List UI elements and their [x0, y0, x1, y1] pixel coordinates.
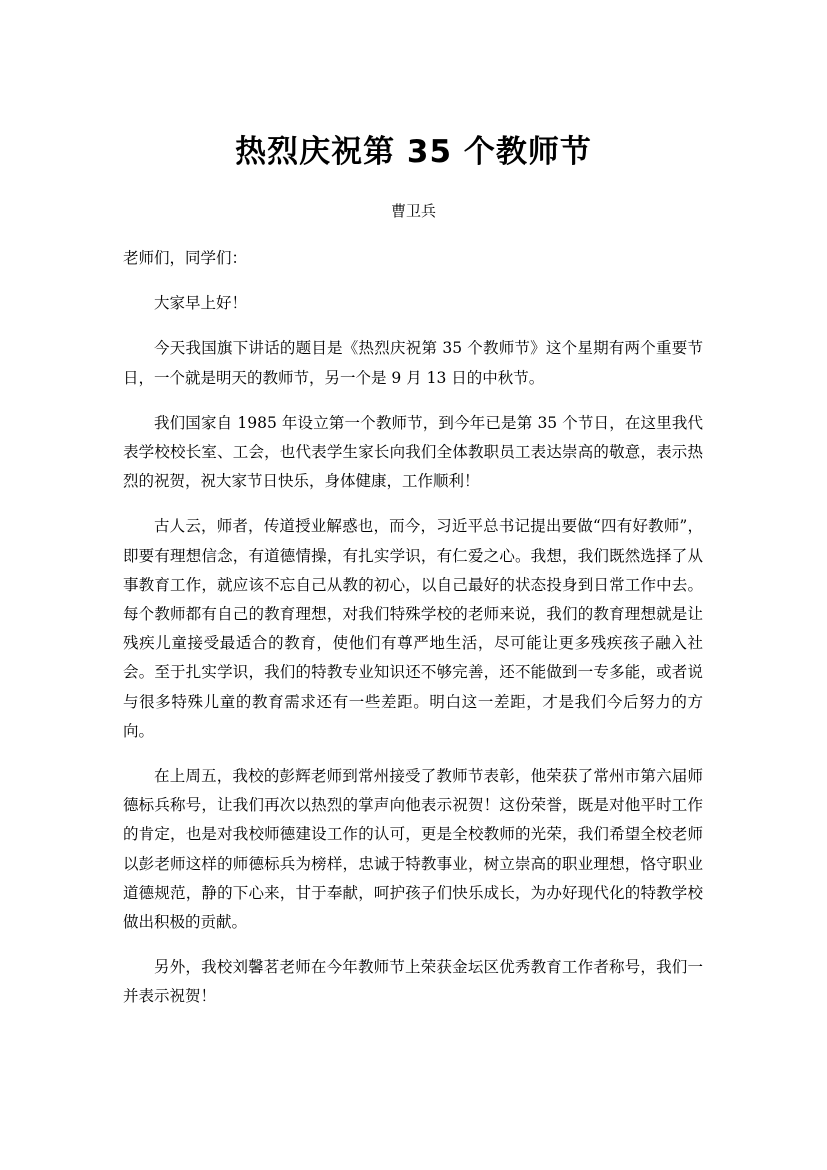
paragraph-greeting: 大家早上好！	[154, 294, 248, 313]
document-body	[123, 244, 703, 1028]
paragraph-award-liuxinming: 另外，我校刘馨茗老师在今年教师节上荣获金坛区优秀教育工作者称号，我们一并表示祝贺！	[123, 958, 703, 1006]
document-title: 热烈庆祝第 35 个教师节	[235, 134, 592, 170]
paragraph-award-penghui: 在上周五，我校的彭辉老师到常州接受了教师节表彰，他荣获了常州市第六届师德标兵称号，让我们再次以热烈的掌声向他表示祝贺！这份荣誉，既是对他平时工作的肯定，也是对我校师德建设工作的认可，更是全校教师的光荣，我们希望全校老师以彭老师这样的师德标兵为榜样，忠诚于特教事业，树立崇高的职业理想，恪守职业道德规范，静的下心来，甘于奉献，呵护孩子们快乐成长，为办好现代化的特教学校做出积极的贡献。	[123, 767, 703, 932]
document-author: 曹卫兵	[390, 202, 436, 220]
paragraph-ideals: 古人云，师者，传道授业解惑也，而今，习近平总书记提出要做“四有好教师”，即要有理想信念，有道德情操，有扎实学识，有仁爱之心。我想，我们既然选择了从事教育工作，就应该不忘自己从教的初心，以自己最好的状态投身到日常工作中去。每个教师都有自己的教育理想，对我们特殊学校的老师来说，我们的教育理想就是让残疾儿童接受最适合的教育，使他们有尊严地生活，尽可能让更多残疾孩子融入社会。至于扎实学识，我们的特教专业知识还不够完善，还不能做到一专多能，或者说与很多特殊儿童的教育需求还有一些差距。明白这一差距，才是我们今后努力的方向。	[123, 517, 703, 740]
salutation: 老师们，同学们：	[123, 249, 248, 267]
paragraph-topic: 今天我国旗下讲话的题目是《热烈庆祝第 35 个教师节》这个星期有两个重要节日，一个就是明天的教师节，另一个是 9 月 13 日的中秋节。	[123, 339, 703, 387]
paragraph-history: 我们国家自 1985 年设立第一个教师节，到今年已是第 35 个节日，在这里我代表学校校长室、工会，也代表学生家长向我们全体教职员工表达崇高的敬意，表示热烈的祝贺，祝大家节日快乐，身体健康，工作顺利！	[123, 413, 703, 491]
